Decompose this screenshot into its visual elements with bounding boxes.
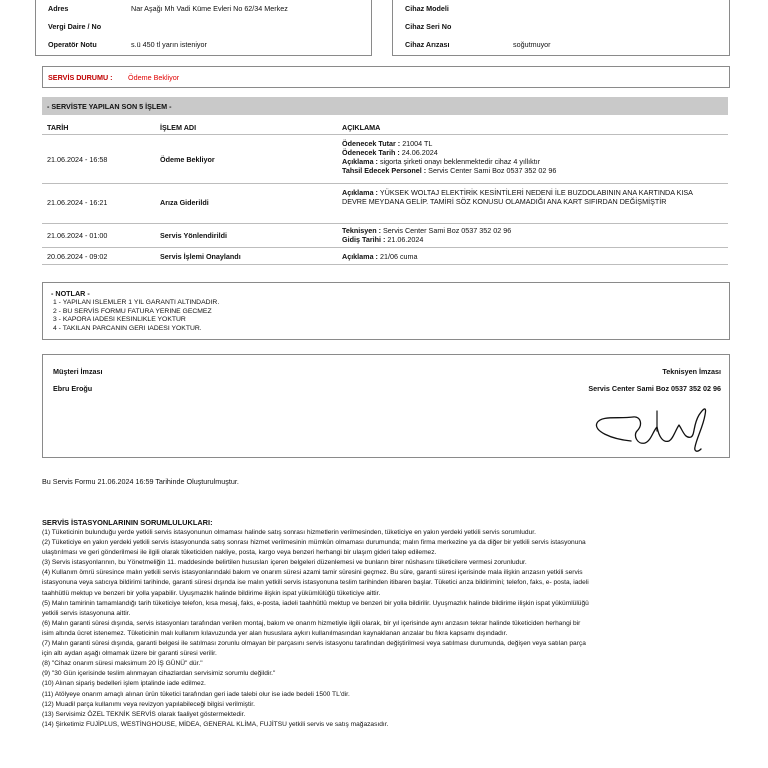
note-item: 2 - BU SERVİS FORMU FATURA YERINE GECMEZ — [53, 308, 212, 315]
responsibility-line: istasyonuna veya satıcıya bildirimi tarihinde, garanti süresi dışında ise malın yetkili servis istasyonuna teslim tarihinden itibaren başlar. Tüketici arıza bildirimini; telefon, faks, e- posta, iadeli — [42, 579, 589, 587]
responsibility-line: (6) Malın garanti süresi dışında, servis istasyonları tarafından verilen montaj, bakım ve onarım hizmetiyle ilgili olarak, bir yıl içerisinde aynı arızasın tekrar halinde tüketiciden herhangi bir — [42, 619, 581, 627]
responsibility-line: (3) Servis istasyonlarının, bu Yönetmeliğin 11. maddesinde belirtilen hususları içeren belgeleri düzenlemesi ve bunların birer nüshasını tüketicilere vermesi zorunludur. — [42, 559, 527, 567]
notes-box — [42, 282, 730, 340]
desc-line: Ödenecek Tarih : 24.06.2024 — [342, 148, 438, 157]
customer-info-box — [35, 0, 372, 56]
device-info-box — [392, 0, 730, 56]
row-description: Açıklama : 21/06 cuma — [342, 252, 418, 261]
header-date: TARİH — [47, 123, 69, 132]
row-date: 20.06.2024 - 09:02 — [47, 252, 108, 261]
row-date: 21.06.2024 - 01:00 — [47, 231, 108, 240]
operations-section — [42, 97, 728, 265]
device-fault-label: Cihaz Arızası — [405, 40, 450, 49]
table-row — [42, 134, 728, 183]
desc-line: Gidiş Tarihi : 21.06.2024 — [342, 235, 424, 244]
row-operation: Servis İşlemi Onaylandı — [160, 252, 241, 261]
responsibility-line: (2) Tüketiciye en yakın yerdeki yetkili servis istasyonunda satış sonrası hizmet verilmesinin mümkün olmaması durumunda; malın firma merkezine ya da diğer bir yetkili servis istasyonuna — [42, 539, 586, 547]
address-value: Nar Aşağı Mh Vadi Küme Evleri No 62/34 Merkez — [131, 4, 288, 13]
header-description: AÇIKLAMA — [342, 123, 381, 132]
row-operation: Arıza Giderildi — [160, 198, 209, 207]
row-description — [342, 139, 722, 175]
header-operation: İŞLEM ADI — [160, 123, 197, 132]
responsibility-line: yetkili servis istasyonuna aittir. — [42, 609, 131, 617]
responsibility-line: (7) Malın garanti süresi dışında, garanti belgesi ile satılması zorunlu olmayan bir parçasını servis istasyonu tarafından değiştirilmesi veya satılması durumunda, değişen veya satılan parça — [42, 640, 586, 648]
operations-title-bar — [42, 97, 728, 115]
responsibility-line: (11) Atölyeye onarım amaçlı alınan ürün tüketici tarafından geri iade talebi olur ise iade bedeli 1500 TL'dir. — [42, 690, 350, 698]
desc-line: Açıklama : sigorta şirketi onayı beklenmektedir cihaz 4 yıllıktır — [342, 157, 541, 166]
desc-line: Ödenecek Tutar : 21004 TL — [342, 139, 433, 148]
responsibility-line: isim altında ücret istenemez. Tüketicinin malı kullanım kılavuzunda yer alan hususlara aykırı kullanılmasından kaynaklanan arızalar bu fıkra kapsamı dışındadır. — [42, 629, 508, 637]
responsibility-line: (14) Şirketimiz FUJİPLUS, WESTİNGHOUSE, MİDEA, GENERAL KLİMA, FUJİTSU yetkili servis ve satış mağazasıdır. — [42, 720, 389, 728]
row-description — [342, 226, 722, 244]
table-row — [42, 223, 728, 247]
row-date: 21.06.2024 - 16:21 — [47, 198, 108, 207]
responsibility-line: için altı aydan aşağı olmamak üzere bir garanti süresi verilir. — [42, 650, 217, 658]
service-status-label: SERVİS DURUMU : — [48, 73, 113, 82]
signature-box — [42, 354, 730, 458]
service-status-value: Ödeme Bekliyor — [128, 73, 180, 82]
note-item: 4 - TAKILAN PARCANIN GERI IADESI YOKTUR. — [53, 325, 202, 332]
table-row — [42, 183, 728, 224]
tax-office-label: Vergi Daire / No — [48, 22, 102, 31]
table-row — [42, 247, 728, 265]
notes-title: - NOTLAR - — [51, 289, 90, 298]
customer-signature-label: Müşteri İmzası — [53, 367, 103, 376]
desc-line: Tahsil Edecek Personel : Servis Center Sami Boz 0537 352 02 96 — [342, 166, 557, 175]
responsibility-line: (4) Kullanım ömrü süresince malın yetkili servis istasyonlarındaki bakım ve onarım süresi azami tamir süresini geçmez. Bu süre, garanti süresi içerisinde mala ilişkin arızasın yetkili servis — [42, 569, 583, 577]
row-date: 21.06.2024 - 16:58 — [47, 155, 108, 164]
device-model-label: Cihaz Modeli — [405, 4, 449, 13]
operations-title: - SERVİSTE YAPILAN SON 5 İŞLEM - — [47, 102, 172, 111]
operator-note-value: s.ü 450 tl yarın isteniyor — [131, 40, 207, 49]
responsibilities-title: SERVİS İSTASYONLARININ SORUMLULUKLARI: — [42, 518, 213, 527]
customer-name: Ebru Eroğu — [53, 384, 93, 393]
responsibility-line: (10) Alınan sipariş bedelleri işlem iptalinde iade edilmez. — [42, 680, 206, 688]
row-description: Açıklama : YÜKSEK WOLTAJ ELEKTİRİK KESİNTİLERİ NEDENİ İLE BUZDOLABININ ANA KARTINDA KISA DEVRE MEYDANA GELİP. TAMİRİ SÖZ KONUSU OLAMADIĞI ANA KART SIFIRDAN DEĞİŞMİŞTİR — [342, 188, 693, 206]
responsibility-line: (12) Muadil parça kullanımı veya revizyon yapılabileceği bilgisi verilmiştir. — [42, 700, 255, 708]
responsibility-line: ulaştırılması ve geri gönderilmesi ile ilgili olarak tüketiciden nakliye, posta, kargo veya benzeri herhangi bir ulaşım gideri talep edilemez. — [42, 549, 437, 557]
technician-signature-image — [591, 401, 731, 457]
service-status-box — [42, 66, 730, 88]
technician-signature-label: Teknisyen İmzası — [662, 367, 721, 376]
desc-line: Teknisyen : Servis Center Sami Boz 0537 352 02 96 — [342, 226, 512, 235]
responsibility-line: (8) "Cihaz onarım süresi maksimum 20 İŞ GÜNÜ" dür." — [42, 660, 203, 668]
responsibility-line: (1) Tüketicinin bulunduğu yerde yetkili servis istasyonunun olmaması halinde satış sonrası hizmetlerin verilmesinden, tüketiciye en yakın yerdeki yetkili servis sorumludur. — [42, 529, 536, 536]
responsibilities-list — [42, 528, 742, 730]
device-serial-label: Cihaz Seri No — [405, 22, 452, 31]
form-created-note: Bu Servis Formu 21.06.2024 16:59 Tarihinde Oluşturulmuştur. — [42, 477, 239, 486]
responsibility-line: (13) Servisimiz ÖZEL TEKNİK SERVİS olarak faaliyet göstermektedir. — [42, 710, 246, 718]
responsibility-line: (5) Malın tamirinin tamamlandığı tarih tüketiciye telefon, kısa mesaj, faks, e-posta, iadeli taahhütlü mektup ve benzeri bir yolla bildirilir. Uyuşmazlık halinde bildirime ilişkin ispat yükümlülüğü — [42, 599, 589, 607]
address-label: Adres — [48, 4, 69, 13]
technician-name: Servis Center Sami Boz 0537 352 02 96 — [588, 384, 721, 393]
responsibilities-section — [42, 518, 742, 730]
row-operation: Ödeme Bekliyor — [160, 155, 215, 164]
note-item: 3 - KAPORA IADESI KESINLIKLE YOKTUR — [53, 316, 186, 323]
device-fault-value: soğutmuyor — [513, 40, 551, 49]
responsibility-line: taahhütlü mektup ve benzeri bir yolla yapabilir. Uyuşmazlık halinde bildirime ilişkin ispat yükümlülüğü tüketiciye aittir. — [42, 589, 381, 597]
row-operation: Servis Yönlendirildi — [160, 231, 227, 240]
note-item: 1 - YAPILAN ISLEMLER 1 YIL GARANTI ALTINDADIR. — [53, 299, 220, 306]
operator-note-label: Operatör Notu — [48, 40, 97, 49]
responsibility-line: (9) "30 Gün içerisinde teslim alınmayan cihazlardan servisimiz sorumlu değildir." — [42, 670, 276, 678]
